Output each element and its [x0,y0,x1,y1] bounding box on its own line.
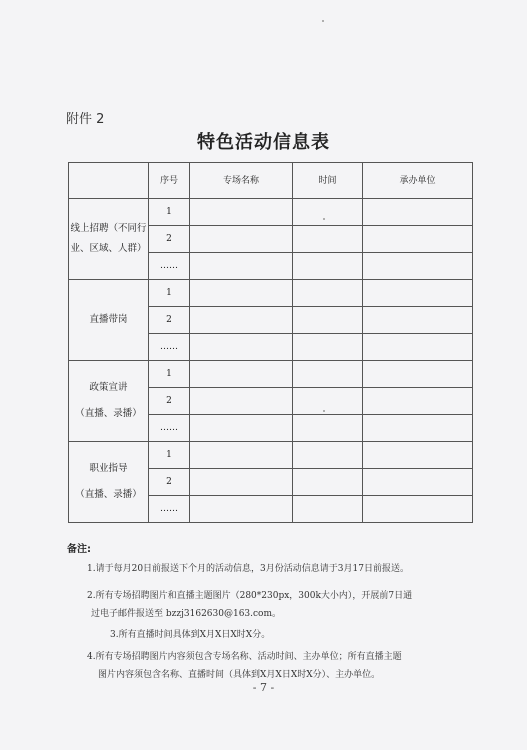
organizer-cell[interactable] [363,388,473,415]
category-label: 直播带岗 [89,314,128,325]
organizer-cell[interactable] [363,334,473,361]
organizer-cell[interactable] [363,361,473,388]
note-1: 1.请于每月20日前报送下个月的活动信息，3月份活动信息请于3月17日前报送。 [87,564,409,574]
organizer-cell[interactable] [363,199,473,226]
category-label: 线上招聘（不同行 [70,223,147,234]
seq-cell: 2 [149,388,190,415]
notes-heading: 备注: [67,544,91,555]
seq-cell: 1 [149,199,190,226]
page-number: - 7 - [252,681,275,694]
table-row [69,442,473,469]
category-cell-career [69,442,149,523]
activity-info-table [68,162,473,523]
name-cell[interactable] [190,388,293,415]
name-cell[interactable] [190,226,293,253]
header-cell-seq: 序号 [149,163,190,199]
name-cell[interactable] [190,361,293,388]
organizer-cell[interactable] [363,442,473,469]
header-cell-organizer: 承办单位 [363,163,473,199]
seq-cell: 2 [149,307,190,334]
time-cell[interactable] [293,415,363,442]
note-4-line-2: 图片内容须包含名称、直播时间（具体到X月X日X时X分）、主办单位。 [98,670,381,680]
time-cell[interactable] [293,253,363,280]
note-3: 3.所有直播时间具体到X月X日X时X分。 [110,630,271,640]
name-cell[interactable] [190,469,293,496]
organizer-cell[interactable] [363,469,473,496]
seq-cell: 1 [149,442,190,469]
category-sublabel: 业、区域、人群） [70,243,147,254]
organizer-cell[interactable] [363,496,473,523]
seq-cell: …… [149,253,190,280]
page-title: 特色活动信息表 [197,132,330,153]
time-cell[interactable] [293,361,363,388]
time-cell[interactable] [293,334,363,361]
name-cell[interactable] [190,253,293,280]
seq-cell: …… [149,334,190,361]
note-4-line-1: 4.所有专场招聘图片内容须包含专场名称、活动时间、主办单位；所有直播主题 [87,652,402,662]
seq-cell: …… [149,415,190,442]
name-cell[interactable] [190,307,293,334]
seq-cell: 1 [149,361,190,388]
time-cell[interactable] [293,280,363,307]
header-cell-name: 专场名称 [190,163,293,199]
name-cell[interactable] [190,334,293,361]
note-2-line-2: 过电子邮件报送至 bzzj3162630@163.com。 [91,609,282,619]
time-cell[interactable] [293,307,363,334]
attachment-label: 附件 2 [66,112,105,127]
name-cell[interactable] [190,442,293,469]
organizer-cell[interactable] [363,307,473,334]
table-row [69,199,473,226]
header-cell-category [69,163,149,199]
time-cell[interactable] [293,226,363,253]
organizer-cell[interactable] [363,226,473,253]
category-label: 职业指导 [89,463,128,474]
category-cell-policy [69,361,149,442]
time-cell[interactable] [293,469,363,496]
category-cell-live-stream [69,280,149,361]
name-cell[interactable] [190,199,293,226]
time-cell[interactable] [293,388,363,415]
category-sublabel: （直播、录播） [75,408,142,419]
time-cell[interactable] [293,496,363,523]
organizer-cell[interactable] [363,253,473,280]
name-cell[interactable] [190,280,293,307]
note-2-line-1: 2.所有专场招聘图片和直播主题图片（280*230px，300k大小内），开展前7日通 [87,591,413,601]
category-label: 政策宣讲 [89,382,128,393]
name-cell[interactable] [190,415,293,442]
category-sublabel: （直播、录播） [75,489,142,500]
seq-cell: …… [149,496,190,523]
organizer-cell[interactable] [363,415,473,442]
seq-cell: 2 [149,226,190,253]
time-cell[interactable] [293,442,363,469]
scan-speck [322,20,324,22]
name-cell[interactable] [190,496,293,523]
organizer-cell[interactable] [363,280,473,307]
time-cell[interactable] [293,199,363,226]
header-cell-time: 时间 [293,163,363,199]
category-cell-online-recruit [69,199,149,280]
table-row [69,280,473,307]
seq-cell: 1 [149,280,190,307]
table-row [69,361,473,388]
table-header-row [69,163,473,199]
seq-cell: 2 [149,469,190,496]
